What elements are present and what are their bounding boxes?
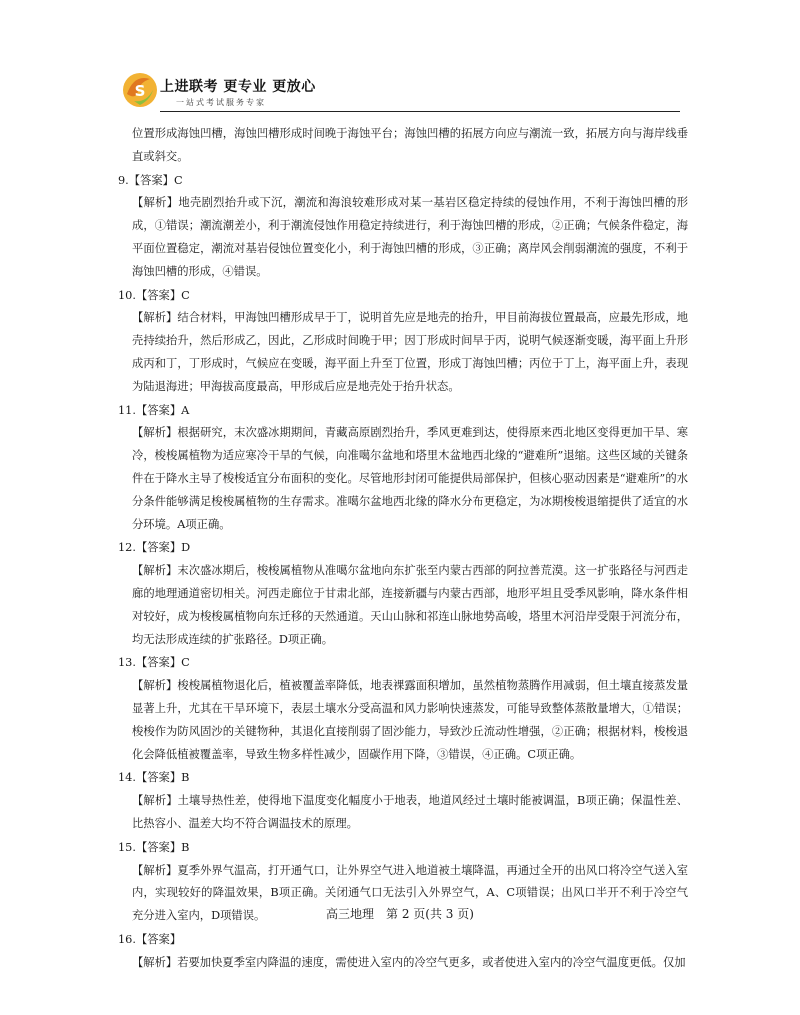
header-rule [160,111,680,112]
analysis-text: 【解析】夏季外界气温高，打开通气口，让外界空气进入地道被土壤降温，再通过全开的出风口将冷空气送入室内，实现较好的降温效果，B项正确。关闭通气口无法引入外界空气，A、C项错误；出风口半开不利于冷空气充分进入室内，D项错误。 [132,863,688,923]
analysis-text: 【解析】梭梭属植物退化后，植被覆盖率降低，地表裸露面积增加，虽然植物蒸腾作用减弱，但土壤直接蒸发量显著上升，尤其在干旱环境下，表层土壤水分受高温和风力影响快速蒸发，可能导致整体蒸散量增大，①错误；梭梭作为防风固沙的关键物种，其退化直接削弱了固沙能力，导致沙丘流动性增强，②正确；根据材料，梭梭退化会降低植被覆盖率，导致生物多样性减少，固碳作用下降，③错误，④正确。C项正确。 [132,679,688,761]
analysis-text: 【解析】结合材料，甲海蚀凹槽形成早于丁，说明首先应是地壳的抬升，甲目前海拔位置最高，应最先形成，地壳持续抬升，然后形成乙，因此，乙形成时间晚于甲；因丁形成时间早于丙，说明气候逐渐变暖，海平面上升形成丙和丁，丁形成时，气候应在变暖，海平面上升至丁位置，形成丁海蚀凹槽；丙位于丁上，海平面上升，表现为陆退海进；甲海拔高度最高，甲形成后应是地壳处于抬升状态。 [132,311,688,393]
answer-label: 12.【答案】D [118,541,191,555]
answer-label: 9.【答案】C [118,173,183,187]
analysis-text: 【解析】土壤导热性差，使得地下温度变化幅度小于地表，地道风经过土壤时能被调温，B项正确；保温性差、比热容小、温差大均不符合调温技术的原理。 [132,794,688,830]
answer-label: 14.【答案】B [118,771,190,785]
answer-label: 11.【答案】A [118,403,190,417]
analysis-text: 【解析】末次盛冰期后，梭梭属植物从准噶尔盆地向东扩张至内蒙古西部的阿拉善荒漠。这一扩张路径与河西走廊的地理通道密切相关。河西走廊位于甘肃北部，连接新疆与内蒙古西部，地形平坦且受季风影响，降水条件相对较好，成为梭梭属植物向东迁移的天然通道。天山山脉和祁连山脉地势高峻，塔里木河沿岸受限于河流分布，均无法形成连续的扩张路径。D项正确。 [132,564,688,646]
answer-content [118,123,688,974]
svg-text:S: S [134,82,146,100]
page-header [120,70,680,116]
answer-label: 16.【答案】 [118,932,182,946]
analysis-text: 【解析】根据研究，末次盛冰期期间，青藏高原剧烈抬升，季风更难到达，使得原来西北地区变得更加干旱、寒冷，梭梭属植物为适应寒冷干旱的气候，向准噶尔盆地和塔里木盆地西北缘的“避难所”退缩。这些区域的关键条件在于降水主导了梭梭适宜分布面积的变化。尽管地形封闭可能提供局部保护，但核心驱动因素是“避难所”的水分条件能够满足梭梭属植物的生存需求。准噶尔盆地西北缘的降水分布更稳定，为冰期梭梭退缩提供了适宜的水分环境。A项正确。 [132,426,688,531]
answer-label: 15.【答案】B [118,840,190,854]
brand-slogan: 上进联考 更专业 更放心 [160,79,316,95]
brand-logo-icon [120,70,160,110]
answer-label: 10.【答案】C [118,288,190,302]
analysis-text: 【解析】地壳剧烈抬升或下沉，潮流和海浪较难形成对某一基岩区稳定持续的侵蚀作用，不利于海蚀凹槽的形成，①错误；潮流潮差小，利于潮流侵蚀作用稳定持续进行，利于海蚀凹槽的形成，②正确；气候条件稳定，海平面位置稳定，潮流对基岩侵蚀位置变化小，利于海蚀凹槽的形成，③正确；离岸风会削弱潮流的强度，不利于海蚀凹槽的形成，④错误。 [132,196,688,278]
analysis-text: 【解析】若要加快夏季室内降温的速度，需使进入室内的冷空气更多，或者使进入室内的冷空气温度更低。仅加 [132,955,686,969]
brand-tagline: 一站式考试服务专家 [176,98,266,107]
answer-label: 13.【答案】C [118,656,190,670]
page-footer: 高三地理 第 2 页(共 3 页) [326,907,474,921]
analysis-text: 位置形成海蚀凹槽，海蚀凹槽形成时间晚于海蚀平台；海蚀凹槽的拓展方向应与潮流一致，拓展方向与海岸线垂直或斜交。 [132,127,688,163]
